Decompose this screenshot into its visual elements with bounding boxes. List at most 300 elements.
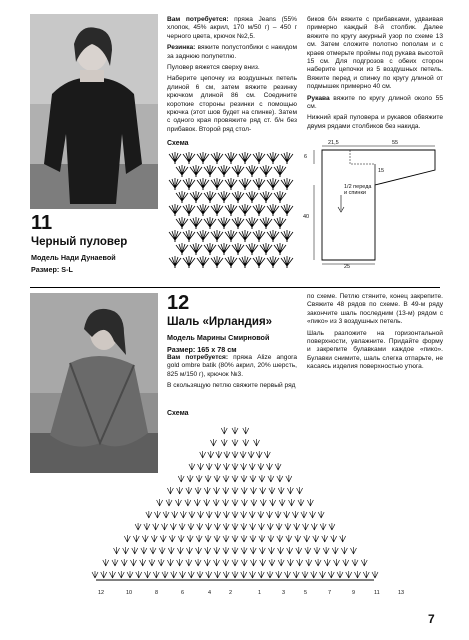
shawl-stitch	[167, 559, 173, 566]
shawl-stitch	[124, 535, 130, 542]
shawl-stitch	[329, 523, 335, 530]
row-3: 3	[282, 590, 286, 596]
shawl-stitch	[196, 535, 202, 542]
shawl-stitch	[250, 559, 256, 566]
para-12-4: Шаль разложите на горизонтальной поверхности, увлажните. Придайте форму и закрепите булавками каждое «пико». Булавки снимите, шаль слегка отпарьте, не касаясь изделия поверхностью утюга.	[307, 329, 443, 371]
shawl-stitch	[315, 559, 321, 566]
shawl-stitch	[285, 571, 291, 578]
shawl-stitch	[206, 511, 212, 518]
stitch-fan	[183, 230, 195, 242]
shawl-stitch	[223, 559, 229, 566]
shawl-stitch	[286, 535, 292, 542]
shawl-stitch	[259, 475, 265, 482]
dim-b: 55	[392, 140, 399, 146]
shawl-stitch	[232, 439, 238, 446]
shawl-stitch	[206, 571, 212, 578]
shawl-stitch	[267, 523, 273, 530]
item-title-11: Черный пуловер	[31, 236, 128, 248]
shawl-stitch	[159, 547, 165, 554]
dim-e: 25	[344, 264, 351, 270]
shawl-stitch	[198, 511, 204, 518]
shawl-stitch	[305, 547, 311, 554]
row-10: 10	[126, 590, 133, 596]
shawl-stitch	[214, 547, 220, 554]
shawl-stitch	[187, 535, 193, 542]
row-7: 7	[328, 590, 332, 596]
stitch-fan	[218, 165, 230, 177]
stitch-fan	[176, 243, 188, 255]
shawl-stitch	[243, 427, 249, 434]
stitch-fan	[204, 243, 216, 255]
shawl-stitch	[133, 535, 139, 542]
stitch-fan	[190, 191, 202, 203]
stitch-fan	[267, 204, 279, 216]
stitch-fan	[281, 178, 293, 190]
shawl-stitch	[232, 451, 238, 458]
para-11-6: Рукава вяжите по кругу длиной около 55 см.	[307, 94, 443, 111]
shawl-stitch	[306, 559, 312, 566]
shawl-stitch	[275, 511, 281, 518]
shawl-stitch	[258, 511, 264, 518]
stitch-fan	[176, 217, 188, 229]
stitch-fan	[239, 204, 251, 216]
shawl-stitch	[188, 571, 194, 578]
shawl-stitch	[250, 523, 256, 530]
shawl-stitch	[214, 487, 220, 494]
shawl-stitch	[166, 499, 172, 506]
shawl-stitch	[160, 535, 166, 542]
shawl-stitch	[186, 559, 192, 566]
shawl-stitch	[241, 511, 247, 518]
shawl-stitch	[168, 547, 174, 554]
shawl-stitch	[278, 487, 284, 494]
shawl-stitch	[278, 559, 284, 566]
shawl-stitch	[178, 535, 184, 542]
row-5: 5	[304, 590, 308, 596]
shawl-stitch	[298, 499, 304, 506]
shawl-stitch	[232, 487, 238, 494]
shawl-stitch	[142, 535, 148, 542]
shawl-stitch	[241, 571, 247, 578]
crochet-chart-icon	[167, 150, 295, 272]
shawl-stitch	[110, 571, 116, 578]
shawl-stitch	[197, 571, 203, 578]
shawl-stitch	[196, 547, 202, 554]
dim-f: 15	[378, 168, 385, 174]
shawl-stitch	[268, 475, 274, 482]
pullover-schematic	[300, 140, 440, 270]
shawl-stitch	[284, 511, 290, 518]
row-12: 12	[98, 590, 105, 596]
shawl-stitch	[287, 547, 293, 554]
shawl-stitch	[259, 535, 265, 542]
shawl-stitch	[140, 559, 146, 566]
shawl-stitch	[313, 535, 319, 542]
shawl-stitch	[363, 571, 369, 578]
row-1: 1	[258, 590, 262, 596]
shawl-stitch	[266, 463, 272, 470]
shawl-stitch	[179, 523, 185, 530]
shawl-stitch	[355, 571, 361, 578]
shawl-stitch	[151, 535, 157, 542]
stitch-fan	[239, 230, 251, 242]
shawl-stitch	[223, 463, 229, 470]
para-11-3: Пуловер вяжется сверху вниз.	[167, 64, 260, 72]
stitch-fan	[246, 243, 258, 255]
shawl-stitch	[372, 571, 378, 578]
shawl-stitch	[350, 547, 356, 554]
shawl-stitch	[112, 559, 118, 566]
stitch-fan	[211, 230, 223, 242]
shawl-stitch	[258, 523, 264, 530]
stitch-fan	[274, 217, 286, 229]
stitch-fan	[225, 256, 237, 268]
stitch-fan	[190, 165, 202, 177]
shawl-stitch	[241, 463, 247, 470]
shawl-stitch	[258, 463, 264, 470]
size-12: Размер: 165 х 78 см	[167, 345, 237, 354]
shawl-stitch	[127, 571, 133, 578]
shawl-stitch	[286, 475, 292, 482]
shawl-stitch	[297, 559, 303, 566]
para-11-1: Вам потребуется: пряжа Jeans (55% хлопок, 45% акрил, 170 м/50 г) – 450 г черного цвета, крючок №2,5.	[167, 16, 297, 40]
shawl-stitch	[232, 499, 238, 506]
shawl-stitch	[204, 487, 210, 494]
shawl-stitch	[157, 499, 163, 506]
text-col1-11	[167, 16, 297, 137]
stitch-fan	[239, 256, 251, 268]
shawl-stitch	[232, 511, 238, 518]
shawl-stitch	[302, 523, 308, 530]
shawl-stitch	[332, 547, 338, 554]
stitch-fan	[204, 165, 216, 177]
stitch-fan	[260, 217, 272, 229]
dim-c: 6	[304, 154, 308, 160]
shawl-stitch	[328, 571, 334, 578]
stitch-fan	[190, 217, 202, 229]
shawl-stitch	[185, 499, 191, 506]
stitch-fan	[169, 204, 181, 216]
shawl-stitch	[167, 487, 173, 494]
shawl-stitch	[224, 451, 230, 458]
shawl-stitch	[361, 559, 367, 566]
shawl-stitch	[297, 487, 303, 494]
shawl-stitch	[130, 559, 136, 566]
shawl-stitch	[260, 559, 266, 566]
shawl-stitch	[307, 499, 313, 506]
stitch-fan	[281, 152, 293, 164]
shawl-stitch	[214, 523, 220, 530]
shawl-stitch	[324, 559, 330, 566]
shawl-stitch	[232, 571, 238, 578]
shawl-stitch	[241, 487, 247, 494]
shawl-stitch	[223, 571, 229, 578]
stitch-fan	[183, 178, 195, 190]
size-11: Размер: S-L	[31, 265, 73, 274]
stitch-fan	[281, 204, 293, 216]
shawl-stitch	[277, 535, 283, 542]
shawl-stitch	[180, 571, 186, 578]
shawl-stitch	[232, 535, 238, 542]
shawl-stitch	[154, 511, 160, 518]
section-divider	[30, 287, 440, 288]
shawl-stitch	[206, 463, 212, 470]
shawl-stitch	[340, 535, 346, 542]
stitch-fan	[190, 243, 202, 255]
designer-12: Модель Марины Смирновой	[167, 333, 270, 342]
shawl-stitch	[322, 535, 328, 542]
item-title-12: Шаль «Ирландия»	[167, 316, 273, 328]
shawl-stitch	[254, 439, 260, 446]
shawl-stitch	[163, 511, 169, 518]
stitch-fan	[218, 191, 230, 203]
page-number: 7	[428, 612, 435, 626]
shawl-stitch	[302, 571, 308, 578]
shawl-stitch	[323, 547, 329, 554]
shawl-stitch	[149, 559, 155, 566]
shawl-stitch	[186, 547, 192, 554]
shawl-stitch	[250, 571, 256, 578]
shawl-stitch	[248, 451, 254, 458]
shawl-stitch	[121, 559, 127, 566]
shawl-stitch	[294, 523, 300, 530]
shawl-stitch	[114, 547, 120, 554]
shawl-stitch	[268, 535, 274, 542]
shawl-stitch	[205, 535, 211, 542]
shawl-stitch	[250, 547, 256, 554]
shawl-stitch	[232, 547, 238, 554]
shawl-stitch	[260, 499, 266, 506]
shawl-stitch	[314, 547, 320, 554]
shawl-stitch	[346, 571, 352, 578]
shawl-stitch	[352, 559, 358, 566]
shawl-stitch	[287, 487, 293, 494]
stitch-fan	[211, 204, 223, 216]
stitch-fan	[197, 204, 209, 216]
shawl-stitch	[318, 511, 324, 518]
shawl-stitch	[141, 547, 147, 554]
row-8: 8	[155, 590, 159, 596]
shawl-stitch	[232, 523, 238, 530]
shawl-stitch	[293, 571, 299, 578]
shawl-stitch	[195, 559, 201, 566]
shawl-stitch	[177, 547, 183, 554]
shawl-stitch	[214, 475, 220, 482]
shawl-stitch	[269, 559, 275, 566]
shawl-stitch	[101, 571, 107, 578]
shawl-stitch	[172, 511, 178, 518]
shawl-stitch	[221, 439, 227, 446]
shawl-stitch	[162, 571, 168, 578]
schema-label-12: Схема	[167, 410, 189, 417]
shawl-stitch	[304, 535, 310, 542]
shawl-stitch	[241, 523, 247, 530]
stitch-fan	[225, 230, 237, 242]
shawl-stitch	[103, 559, 109, 566]
dim-half: 1/2 переда и спинки	[344, 184, 372, 196]
shawl-stitch	[241, 547, 247, 554]
stitch-fan	[267, 178, 279, 190]
stitch-fan	[204, 191, 216, 203]
shawl-stitch	[187, 475, 193, 482]
stitch-fan	[218, 243, 230, 255]
shawl-stitch	[223, 475, 229, 482]
stitch-fan	[281, 230, 293, 242]
shawl-stitch	[169, 535, 175, 542]
stitch-fan	[281, 256, 293, 268]
shawl-stitch	[215, 571, 221, 578]
stitch-fan	[169, 178, 181, 190]
shawl-stitch	[256, 451, 262, 458]
shawl-stitch	[205, 475, 211, 482]
shawl-stitch	[215, 511, 221, 518]
shawl-stitch	[189, 463, 195, 470]
shawl-stitch	[259, 547, 265, 554]
shawl-stitch	[232, 475, 238, 482]
shawl-stitch	[249, 463, 255, 470]
shawl-stitch	[243, 439, 249, 446]
shawl-stitch	[270, 499, 276, 506]
stitch-fan	[197, 178, 209, 190]
shawl-stitch	[223, 511, 229, 518]
shawl-stitch	[279, 499, 285, 506]
stitch-fan	[239, 152, 251, 164]
stitch-fan	[183, 204, 195, 216]
stitch-fan	[204, 217, 216, 229]
designer-11: Модель Нади Дунаевой	[31, 253, 116, 262]
stitch-fan	[197, 152, 209, 164]
row-13: 13	[398, 590, 405, 596]
shawl-row-numbers	[30, 590, 440, 600]
shawl-stitch	[178, 475, 184, 482]
shawl-stitch	[266, 511, 272, 518]
shawl-stitch	[92, 571, 98, 578]
shawl-stitch	[132, 547, 138, 554]
shawl-stitch	[200, 451, 206, 458]
shawl-stitch	[210, 439, 216, 446]
shawl-stitch	[223, 487, 229, 494]
stitch-fan	[267, 230, 279, 242]
item-number-12: 12	[167, 292, 190, 314]
shawl-stitch	[136, 571, 142, 578]
shawl-stitch	[205, 547, 211, 554]
shawl-stitch	[221, 427, 227, 434]
shawl-stitch	[232, 559, 238, 566]
shawl-stitch	[295, 535, 301, 542]
schema-label-11: Схема	[167, 140, 189, 147]
stitch-fan	[183, 152, 195, 164]
para-11-7: Нижний край пуловера и рукавов обвяжите двумя рядами столбиков без накида.	[307, 114, 443, 130]
shawl-stitch	[153, 523, 159, 530]
shawl-stitch	[177, 559, 183, 566]
stitch-fan	[211, 152, 223, 164]
dim-a: 21,5	[328, 140, 339, 146]
shawl-stitch	[223, 499, 229, 506]
shawl-stitch	[194, 499, 200, 506]
shawl-stitch	[146, 511, 152, 518]
stitch-fan	[211, 256, 223, 268]
stitch-fan	[253, 230, 265, 242]
stitch-fan	[169, 230, 181, 242]
shawl-stitch	[206, 523, 212, 530]
shawl-stitch	[232, 463, 238, 470]
shawl-stitch	[287, 559, 293, 566]
shawl-stitch	[171, 571, 177, 578]
stitch-fan	[232, 243, 244, 255]
item-number-11: 11	[31, 212, 53, 234]
shawl-stitch	[276, 571, 282, 578]
para-12-3: по схеме. Петлю стяните, конец закрепите. Свяжите 48 рядов по схеме. В 49-м ряду закончите шаль последним (13-м) рядом с «пико» из 3 воздушных петель.	[307, 293, 443, 326]
stitch-fan	[267, 256, 279, 268]
stitch-fan	[225, 204, 237, 216]
shawl-stitch	[320, 571, 326, 578]
stitch-fan	[197, 256, 209, 268]
stitch-fan	[225, 152, 237, 164]
stitch-fan	[253, 204, 265, 216]
shawl-stitch	[275, 463, 281, 470]
stitch-fan	[260, 243, 272, 255]
para-11-5: биков б/н вяжите с прибавками, удваивая примерно каждый 8-й столбик. Далее вяжите по кругу ажурный узор по схеме 13 см. Затем сложите полотно пополам и с краев отмерьте проймы под рукава высотой 15 см. Для подгрозов с обеих сторон наберите цепочки из 5 воздушных петель. Вяжите перед и спинку по кругу длиной от подмышек примерно 40 см.	[307, 16, 443, 91]
shawl-stitch	[241, 559, 247, 566]
shawl-stitch	[241, 499, 247, 506]
stitch-fan	[274, 243, 286, 255]
shawl-stitch	[135, 523, 141, 530]
shawl-stitch	[204, 559, 210, 566]
stitch-fan	[232, 191, 244, 203]
shawl-stitch	[250, 487, 256, 494]
shawl-stitch	[250, 475, 256, 482]
photo-pullover	[30, 14, 158, 209]
shawl-stitch	[208, 451, 214, 458]
row-9: 9	[352, 590, 356, 596]
stitch-fan	[253, 256, 265, 268]
shawl-stitch	[337, 571, 343, 578]
stitch-fan	[225, 178, 237, 190]
shawl-stitch	[153, 571, 159, 578]
shawl-chart-icon	[30, 414, 440, 594]
shawl-stitch	[241, 475, 247, 482]
text-col1-12	[167, 354, 297, 394]
para-12-1: Вам потребуется: пряжа Alize angora gold ombre batik (80% акрил, 20% шерсть, 825 м/150 г), крючок №3.	[167, 354, 297, 378]
shawl-stitch	[223, 547, 229, 554]
shawl-stitch	[118, 571, 124, 578]
shawl-stitch	[289, 499, 295, 506]
shawl-stitch	[277, 475, 283, 482]
text-col2-12	[307, 293, 443, 375]
shawl-stitch	[216, 451, 222, 458]
stitch-fan	[169, 152, 181, 164]
stitch-fan	[260, 165, 272, 177]
para-11-4: Наберите цепочку из воздушных петель длиной 6 см, затем вяжите резинку крючком длиной 86 см. Соедините короткие стороны резинки с помощью крючка (этот шов будет на спинке). Затем с одного края провяжите ряд ст. б/н без прибавок. Второй ряд стол-	[167, 75, 297, 133]
shawl-stitch	[177, 487, 183, 494]
shawl-stitch	[268, 547, 274, 554]
stitch-fan	[232, 165, 244, 177]
shawl-stitch	[343, 559, 349, 566]
shawl-stitch	[310, 511, 316, 518]
row-11: 11	[374, 590, 380, 596]
shawl-stitch	[311, 571, 317, 578]
shawl-stitch	[331, 535, 337, 542]
para-11-2: Резинка: вяжите полустолбики с накидом за заднюю полупетлю.	[167, 44, 297, 60]
para-12-2: В скользящую петлю свяжите первый ряд	[167, 382, 296, 390]
stitch-fan	[239, 178, 251, 190]
shawl-stitch	[223, 535, 229, 542]
stitch-fan	[253, 152, 265, 164]
shawl-stitch	[296, 547, 302, 554]
shawl-stitch	[223, 523, 229, 530]
stitch-fan	[260, 191, 272, 203]
shawl-stitch	[198, 463, 204, 470]
